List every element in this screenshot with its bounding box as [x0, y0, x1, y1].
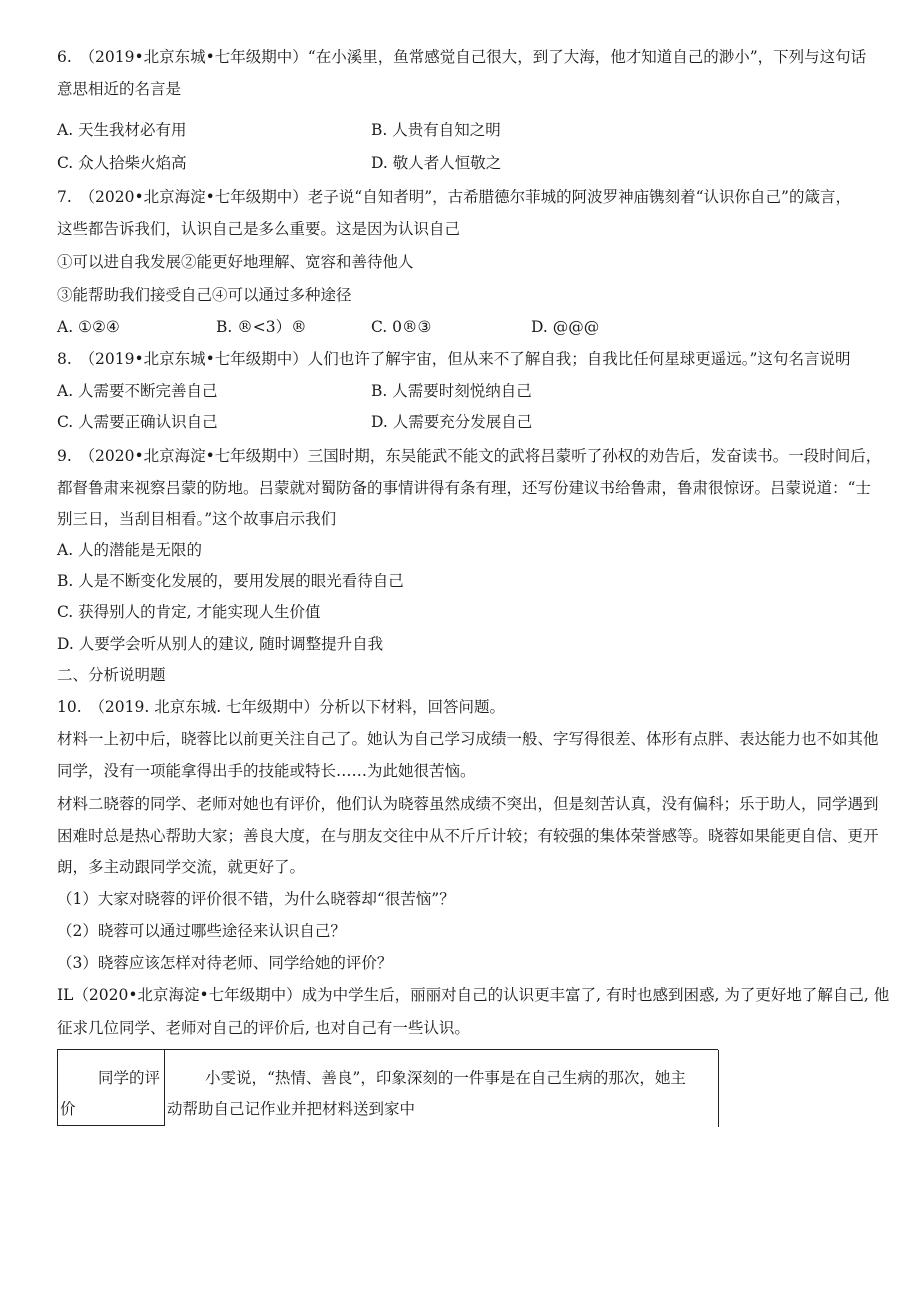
q9-stem-line3: 别三日，当刮目相看。”这个故事启示我们 — [57, 510, 337, 528]
q6-option-d: D. 敬人者人恒敬之 — [371, 154, 502, 172]
q7-statement-line1: ①可以进自我发展②能更好地理解、宽容和善待他人 — [57, 253, 414, 271]
section-heading: 二、分析说明题 — [57, 666, 166, 684]
q8-stem: 8. （2019•北京东城•七年级期中）人们也许了解宇宙，但从来不了解自我；自我比任何星球更遥远。”这句名言说明 — [57, 350, 851, 368]
q11-stem-line2: 征求几位同学、老师对自己的评价后, 也对自己有一些认识。 — [57, 1019, 470, 1037]
q7-option-d: D. @@@ — [531, 318, 600, 336]
q10-subquestion-2: （2）晓蓉可以通过哪些途径来认识自己？ — [57, 922, 346, 940]
q8-option-a: A. 人需要不断完善自己 — [57, 382, 218, 400]
table-content-line2: 动帮助自己记作业并把材料送到家中 — [167, 1100, 416, 1118]
q7-stem-line2: 这些都告诉我们，认识自己是多么重要。这是因为认识自己 — [57, 220, 461, 238]
q10-stem: 10. （2019. 北京东城. 七年级期中）分析以下材料，回答问题。 — [57, 698, 506, 716]
q9-option-b: B. 人是不断变化发展的，要用发展的眼光看待自己 — [57, 572, 404, 590]
q9-option-a: A. 人的潜能是无限的 — [57, 541, 203, 559]
table-content-cell — [165, 1050, 719, 1127]
q10-material2-line2: 困难时总是热心帮助大家；善良大度，在与朋友交往中从不斤斤计较；有较强的集体荣誉感等。晓蓉如果能更自信、更开 — [57, 827, 879, 845]
q8-option-b: B. 人需要时刻悦纳自己 — [371, 382, 532, 400]
q9-option-c: C. 获得别人的肯定, 才能实现人生价值 — [57, 603, 321, 621]
q10-material1-line2: 同学，没有一项能拿得出手的技能或特长……为此她很苦恼。 — [57, 762, 476, 780]
q6-option-a: A. 天生我材必有用 — [57, 121, 187, 139]
q7-option-b: B. ®<3）® — [216, 318, 307, 336]
q10-subquestion-1: （1）大家对晓蓉的评价很不错，为什么晓蓉却“很苦恼”？ — [57, 890, 455, 908]
q8-option-d: D. 人需要充分发展自己 — [371, 413, 533, 431]
q7-option-c: C. 0®③ — [371, 318, 432, 336]
q6-option-b: B. 人贵有自知之明 — [371, 121, 501, 139]
q10-material2-line3: 朗，多主动跟同学交流，就更好了。 — [57, 858, 306, 876]
table-header-line1: 同学的评 — [98, 1069, 161, 1087]
q8-option-c: C. 人需要正确认识自己 — [57, 413, 218, 431]
q6-stem-line2: 意思相近的名言是 — [57, 80, 182, 98]
q7-statement-line2: ③能帮助我们接受自己④可以通过多种途径 — [57, 286, 352, 304]
q9-option-d: D. 人要学会听从别人的建议, 随时调整提升自我 — [57, 635, 384, 653]
q6-option-c: C. 众人拾柴火焰高 — [57, 154, 187, 172]
table-header-cell — [58, 1050, 165, 1126]
table-header-line2: 价 — [60, 1100, 76, 1118]
q7-stem-line1: 7. （2020•北京海淀•七年级期中）老子说“自知者明”，古希腊德尔菲城的阿波罗神庙镌刻着“认识你自己”的箴言， — [57, 188, 851, 206]
q10-material2-line1: 材料二晓蓉的同学、老师对她也有评价，他们认为晓蓉虽然成绩不突出，但是刻苦认真，没有偏科；乐于助人，同学遇到 — [57, 795, 879, 813]
q7-option-a: A. ①②④ — [57, 318, 120, 336]
table-content-line1: 小雯说，“热情、善良”，印象深刻的一件事是在自己生病的那次，她主 — [205, 1069, 686, 1087]
q10-material1-line1: 材料一上初中后，晓蓉比以前更关注自己了。她认为自己学习成绩一般、字写得很差、体形有点胖、表达能力也不如其他 — [57, 730, 879, 748]
q6-stem-line1: 6. （2019•北京东城•七年级期中）“在小溪里，鱼常感觉自己很大，到了大海，他才知道自己的渺小”，下列与这句话 — [57, 48, 867, 66]
q10-subquestion-3: （3）晓蓉应该怎样对待老师、同学给她的评价？ — [57, 954, 393, 972]
q9-stem-line2: 都督鲁肃来视察吕蒙的防地。吕蒙就对蜀防备的事情讲得有条有理，还写份建议书给鲁肃，鲁肃很惊讶。吕蒙说道：“士 — [57, 479, 871, 497]
q11-stem-line1: IL（2020•北京海淀•七年级期中）成为中学生后，丽丽对自己的认识更丰富了, 有时也感到困惑, 为了更好地了解自己, 他 — [57, 986, 890, 1004]
q9-stem-line1: 9. （2020•北京海淀•七年级期中）三国时期，东吴能武不能文的武将吕蒙听了孙权的劝告后，发奋读书。一段时间后， — [57, 447, 882, 465]
evaluation-table — [57, 1049, 718, 1126]
